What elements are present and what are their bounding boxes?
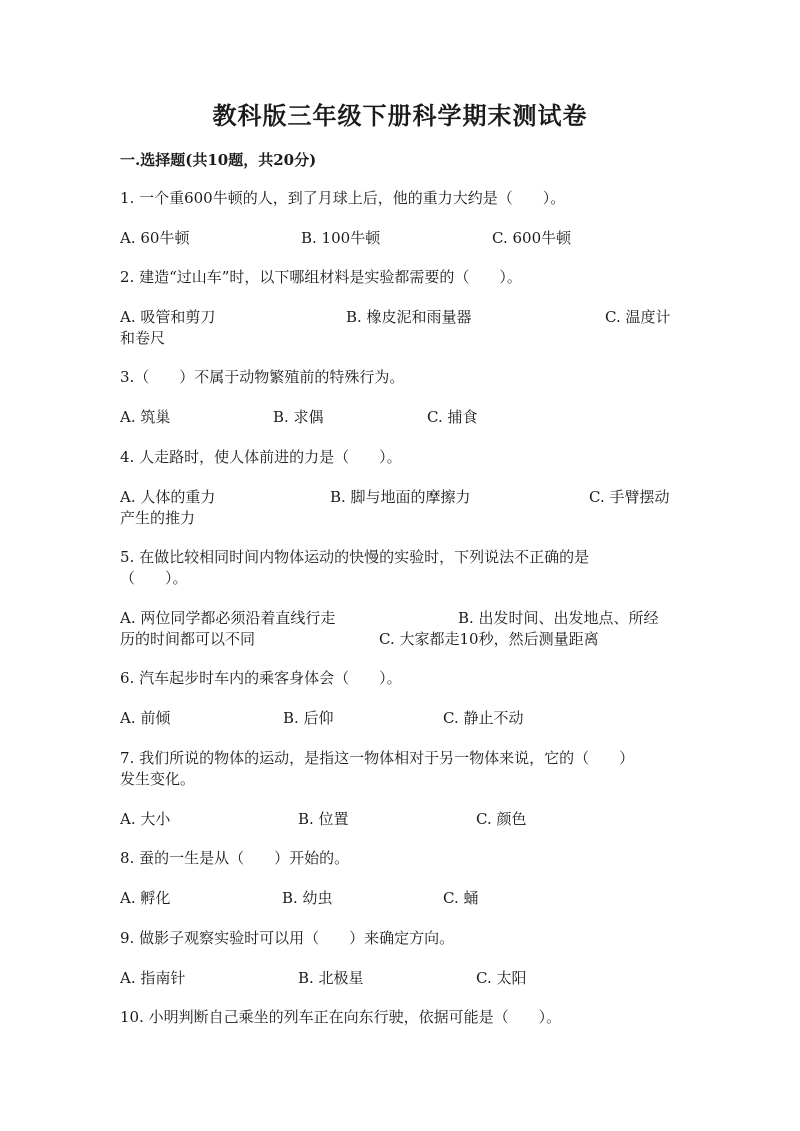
question-4-option-b: B. 脚与地面的摩擦力 bbox=[330, 488, 471, 506]
question-8-option-a: A. 孵化 bbox=[120, 889, 171, 907]
question-5-option-c: C. 大家都走10秒，然后测量距离 bbox=[379, 630, 599, 648]
question-2-option-a: A. 吸管和剪刀 bbox=[120, 308, 216, 326]
question-1-option-b: B. 100牛顿 bbox=[301, 229, 381, 247]
question-5-option-a: A. 两位同学都必须沿着直线行走 bbox=[120, 609, 336, 627]
question-6-stem: 6. 汽车起步时车内的乘客身体会（ ）。 bbox=[120, 669, 402, 687]
question-9-option-b: B. 北极星 bbox=[298, 969, 364, 987]
question-6-option-c: C. 静止不动 bbox=[443, 709, 524, 727]
question-7-stem: 7. 我们所说的物体的运动，是指这一物体相对于另一物体来说，它的（ ） bbox=[120, 749, 635, 767]
question-5-option-b-cont: 历的时间都可以不同 bbox=[120, 630, 256, 648]
page-title: 教科版三年级下册科学期末测试卷 bbox=[212, 101, 588, 130]
question-4-stem: 4. 人走路时，使人体前进的力是（ ）。 bbox=[120, 448, 402, 466]
question-5-stem-cont: （ ）。 bbox=[120, 569, 188, 587]
question-6-option-a: A. 前倾 bbox=[120, 709, 171, 727]
question-5-stem: 5. 在做比较相同时间内物体运动的快慢的实验时，下列说法不正确的是 bbox=[120, 548, 590, 566]
question-10-stem: 10. 小明判断自己乘坐的列车正在向东行驶，依据可能是（ ）。 bbox=[120, 1008, 562, 1026]
question-6-option-b: B. 后仰 bbox=[283, 709, 334, 727]
question-9-stem: 9. 做影子观察实验时可以用（ ）来确定方向。 bbox=[120, 929, 455, 947]
question-2-option-c-cont: 和卷尺 bbox=[120, 329, 166, 347]
question-4-option-c: C. 手臂摆动 bbox=[589, 488, 670, 506]
question-5-option-b: B. 出发时间、出发地点、所经 bbox=[458, 609, 659, 627]
question-8-stem: 8. 蚕的一生是从（ ）开始的。 bbox=[120, 849, 350, 867]
question-4-option-a: A. 人体的重力 bbox=[120, 488, 216, 506]
question-2-option-b: B. 橡皮泥和雨量器 bbox=[346, 308, 472, 326]
question-9-option-a: A. 指南针 bbox=[120, 969, 186, 987]
question-3-stem: 3.（ ）不属于动物繁殖前的特殊行为。 bbox=[120, 368, 405, 386]
question-7-option-c: C. 颜色 bbox=[476, 810, 527, 828]
question-8-option-c: C. 蛹 bbox=[443, 889, 479, 907]
question-1-option-a: A. 60牛顿 bbox=[120, 229, 190, 247]
question-4-option-c-cont: 产生的推力 bbox=[120, 509, 196, 527]
question-9-option-c: C. 太阳 bbox=[476, 969, 527, 987]
question-7-stem-cont: 发生变化。 bbox=[120, 770, 196, 788]
question-3-option-b: B. 求偶 bbox=[273, 408, 324, 426]
section-heading: 一.选择题(共10题，共20分) bbox=[120, 151, 317, 169]
question-2-option-c: C. 温度计 bbox=[605, 308, 671, 326]
question-7-option-b: B. 位置 bbox=[298, 810, 349, 828]
question-3-option-c: C. 捕食 bbox=[427, 408, 478, 426]
question-1-stem: 1. 一个重600牛顿的人，到了月球上后，他的重力大约是（ ）。 bbox=[120, 189, 566, 207]
question-3-option-a: A. 筑巢 bbox=[120, 408, 171, 426]
question-7-option-a: A. 大小 bbox=[120, 810, 171, 828]
question-1-option-c: C. 600牛顿 bbox=[492, 229, 572, 247]
question-2-stem: 2. 建造“过山车”时，以下哪组材料是实验都需要的（ ）。 bbox=[120, 268, 522, 286]
question-8-option-b: B. 幼虫 bbox=[282, 889, 333, 907]
